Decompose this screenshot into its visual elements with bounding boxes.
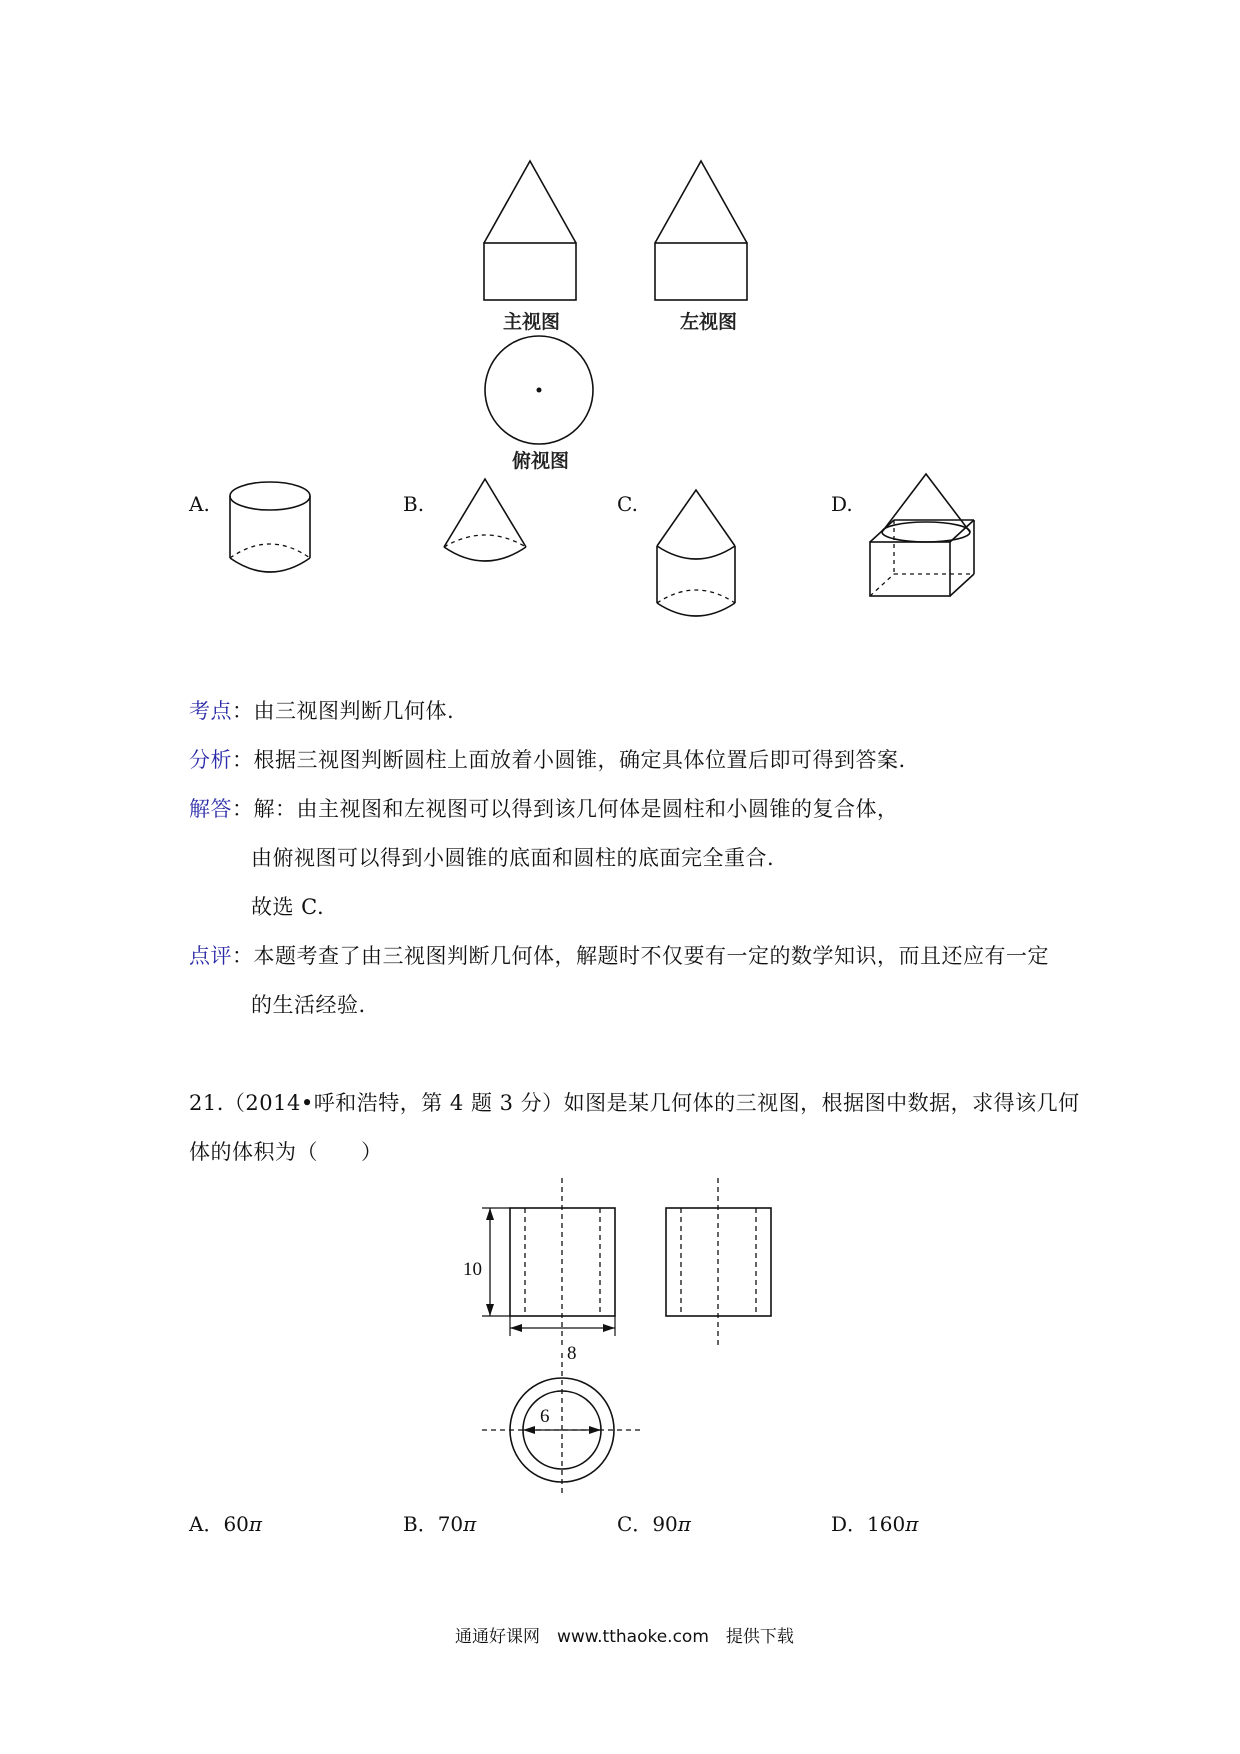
q21-option-c-value: 90: [652, 1512, 678, 1536]
q21-option-a-letter: A．: [189, 1512, 224, 1536]
q21-option-c-letter: C．: [617, 1512, 653, 1536]
front-view-figure: [476, 155, 586, 305]
dianping-text-1: 本题考查了由三视图判断几何体，解题时不仅要有一定的数学知识，而且还应有一定: [253, 944, 1049, 968]
q21-option-c-pi: π: [677, 1512, 691, 1536]
jieda-line-2: 由俯视图可以得到小圆锥的底面和圆柱的底面完全重合.: [251, 846, 775, 870]
front-view-label: 主视图: [503, 311, 561, 333]
q21-option-a-pi: π: [248, 1512, 263, 1536]
option-d-cone-on-cube: [866, 472, 978, 602]
q21-option-d-letter: D．: [831, 1512, 868, 1536]
q21-dim-outer: 8: [567, 1343, 577, 1364]
fenxi-line: [189, 744, 906, 774]
q21-option-b-value: 70: [437, 1512, 464, 1536]
left-view-label: 左视图: [680, 311, 738, 333]
q21-option-a-value: 60: [223, 1512, 249, 1536]
jieda-text-1: 解：由主视图和左视图可以得到该几何体是圆柱和小圆锥的复合体，: [253, 797, 899, 821]
kaodian-tag: 考点: [189, 699, 232, 723]
jieda-line-1: [189, 793, 899, 823]
dianping-line-2: 的生活经验.: [251, 993, 366, 1017]
q21-option-d-pi: π: [905, 1512, 919, 1536]
colon: ：: [232, 797, 254, 821]
q21-option-b-pi: π: [463, 1512, 477, 1536]
top-view-label: 俯视图: [512, 450, 570, 472]
page-footer: 通通好课网 www.tthaoke.com 提供下载: [455, 1627, 794, 1647]
fenxi-tag: 分析: [189, 748, 232, 772]
dianping-line-1: [189, 940, 1049, 970]
kaodian-text: 由三视图判断几何体.: [253, 699, 455, 723]
q21-option-b: [403, 1508, 476, 1537]
option-c-cone-on-cylinder: [650, 486, 742, 622]
jieda-line-3: 故选 C.: [251, 895, 325, 919]
colon: ：: [232, 699, 254, 723]
q21-dim-height: 10: [463, 1259, 482, 1280]
option-b-cone: [438, 475, 534, 571]
q21-option-d: [831, 1508, 918, 1537]
left-view-figure: [650, 155, 760, 305]
q21-option-a: [189, 1508, 262, 1537]
kaodian-line: [189, 695, 454, 725]
option-a-cylinder: [224, 478, 316, 580]
dianping-tag: 点评: [189, 944, 232, 968]
q21-option-c: [617, 1508, 691, 1537]
q21-option-b-letter: B．: [403, 1512, 438, 1536]
colon: ：: [232, 748, 254, 772]
option-d-letter: D.: [831, 492, 853, 516]
q21-line-1: 21.（2014•呼和浩特，第 4 题 3 分）如图是某几何体的三视图，根据图中数据，求得该几何: [189, 1091, 1080, 1115]
q21-option-d-value: 160: [867, 1512, 906, 1536]
option-c-letter: C.: [617, 492, 638, 516]
top-view-figure: [481, 334, 597, 450]
option-a-letter: A.: [189, 492, 210, 516]
q21-line-2: 体的体积为（ ）: [189, 1140, 383, 1164]
colon: ：: [232, 944, 254, 968]
q21-dim-inner: 6: [540, 1406, 550, 1427]
fenxi-text: 根据三视图判断圆柱上面放着小圆锥，确定具体位置后即可得到答案.: [253, 748, 906, 772]
option-b-letter: B.: [403, 492, 425, 516]
jieda-tag: 解答: [189, 797, 232, 821]
q21-three-view-figure: [460, 1178, 780, 1498]
